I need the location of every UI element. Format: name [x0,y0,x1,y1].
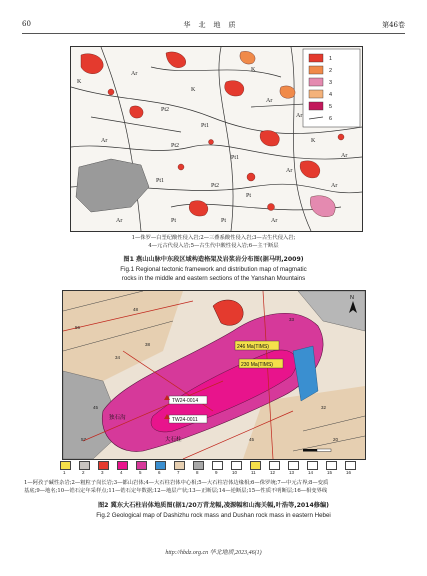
dip-6: 33 [289,317,295,322]
place-label-dushigou: 独石沟 [109,415,126,421]
map-label-k-2: K [191,87,196,93]
legend2-num-11: 11 [251,470,256,475]
figure-1-caption-en-line-1: Fig.1 Regional tectonic framework and distribution map of magmatic [120,266,307,273]
map-label-pt-2: Pt [246,193,252,199]
legend1-num-1: 1 [329,56,333,62]
legend2-num-10: 10 [232,470,238,475]
figure-2-map [62,290,366,460]
map-label-ar-3: Ar [101,138,108,144]
map-label-ar-9: Ar [266,98,273,104]
page-header [22,20,405,34]
legend2-swatch-14 [307,461,318,470]
legend2-swatch-6 [155,461,166,470]
legend2-num-1: 1 [63,470,66,475]
figure-2-legend [60,461,370,477]
dip-2: 34 [115,355,121,360]
sample-label-246: 246 Ma(TIMS) [237,344,269,350]
legend2-num-15: 15 [327,470,333,475]
legend2-num-14: 14 [308,470,314,475]
legend2-swatch-2 [79,461,90,470]
figure-1-legend-text [20,235,407,250]
legend2-num-9: 9 [215,470,218,475]
legend2-swatch-12 [269,461,280,470]
figure-2-caption-en: Fig.2 Geological map of Dashizhu rock mass and Dushan rock mass in eastern Hebei [96,512,331,519]
legend2-swatch-5 [136,461,147,470]
map-label-pt1-3: Pt1 [156,178,165,184]
dip-8: 20 [333,437,339,442]
legend2-num-6: 6 [158,470,161,475]
map-label-k-5: K [311,138,316,144]
map-label-ar-1: Ar [131,71,138,77]
svg-text:N: N [350,295,354,301]
legend2-swatch-11 [250,461,261,470]
figure-2-map-graphic [63,291,365,459]
legend2-swatch-16 [345,461,356,470]
figure-1-legend [303,49,360,127]
legend2-num-16: 16 [346,470,352,475]
figure-2-legend-text [24,480,403,495]
sample-label-tw24-0014: TW24-0014 [172,398,199,404]
dip-7: 32 [321,405,327,410]
legend2-num-12: 12 [270,470,276,475]
legend2-swatch-1 [60,461,71,470]
map-label-pt-3: Pt [221,218,227,224]
sample-label-230: 230 Ma(TIMS) [241,362,273,368]
legend2-swatch-4 [117,461,128,470]
figure-1-caption-cn: 图1 燕山山脉中东段区域构造格架及岩浆岩分布图(据马明,2009) [123,256,304,263]
dip-5: 38 [145,342,151,347]
journal-title: 华北地质 [183,21,244,29]
map-label-pt2-1: Pt2 [161,107,170,113]
map-label-pt2-2: Pt2 [171,143,180,149]
legend2-num-8: 8 [196,470,199,475]
figure-1-map-graphic [71,47,362,231]
dip-1: 56 [75,325,81,330]
legend2-num-2: 2 [82,470,85,475]
legend1-num-3: 3 [329,80,333,86]
page-number: 60 [22,20,31,28]
legend2-num-3: 3 [101,470,104,475]
figure-1-legend-line-2: 4—元古代侵入岩;5—古生代中酸性侵入岩;6—主干断层 [148,242,279,249]
figure-1-map [70,46,363,232]
scale-bar [303,449,331,452]
sample-label-tw24-0011: TW24-0011 [172,417,198,423]
map-label-ar-2: Ar [296,113,303,119]
map-label-ar-8: Ar [116,218,123,224]
map-label-ar-7: Ar [341,153,348,159]
map-label-k-3: K [251,67,256,73]
legend2-swatch-13 [288,461,299,470]
page-footer: http://hbdz.org.cn 华北地质,2023,46(1) [165,550,262,556]
dip-9: 57 [81,437,87,442]
figure-2-caption-cn: 图2 冀东大石柱岩体地质图(据1/20万青龙幅,凌源幅和山海关幅,叶浩等,2014修编) [98,502,329,509]
legend2-swatch-9 [212,461,223,470]
map-label-ar-4: Ar [286,168,293,174]
map-label-pt-1: Pt [171,218,177,224]
dip-10: 45 [249,437,255,442]
legend2-num-13: 13 [289,470,295,475]
legend1-num-5: 5 [329,104,333,110]
figure-2-legend-line-2: 基底;9—地名;10—锆石定年采样点;11—锆石定年数据;12—地层产状;13—正断层;14—逆断层;15—性质不明断层;16—相变界线 [24,487,328,494]
legend2-swatch-15 [326,461,337,470]
map-label-ar-6: Ar [331,183,338,189]
legend1-num-4: 4 [329,92,333,98]
map-label-k-1: K [77,79,82,85]
map-label-pt1-2: Pt1 [231,155,240,161]
volume-label: 第46卷 [382,21,405,29]
map-label-pt2-3: Pt2 [211,183,220,189]
dip-4: 48 [133,307,139,312]
place-label-dashizhu: 大石柱 [165,437,182,443]
figure-1-legend-line-1: 1—侏罗—白垩纪酸性侵入岩;2—三叠系酸性侵入岩;3—古生代侵入岩; [131,235,296,241]
legend1-num-2: 2 [329,68,333,74]
header-rule [22,33,405,34]
legend2-swatch-3 [98,461,109,470]
legend2-num-7: 7 [177,470,180,475]
legend2-num-5: 5 [139,470,142,475]
figure-1-caption-en-line-2: rocks in the middle and eastern sections of the Yanshan Mountains [121,275,306,282]
figure-2-legend-line-1: 1—阿孜子碱性杂岩;2—粗粒子岗长岩;3—都山岩体;4—大石柱岩体中心相;5—大石柱岩体边缘相;6—侏罗统;7—中元古界;8—变质 [24,480,329,486]
dip-3: 45 [93,405,99,410]
map-label-ar-5: Ar [271,218,278,224]
map-label-pt1-1: Pt1 [201,123,210,129]
legend1-num-6: 6 [329,116,333,122]
legend2-swatch-10 [231,461,242,470]
figure-1-caption-en [20,265,407,283]
legend2-num-4: 4 [120,470,123,475]
legend2-swatch-7 [174,461,185,470]
legend2-swatch-8 [193,461,204,470]
